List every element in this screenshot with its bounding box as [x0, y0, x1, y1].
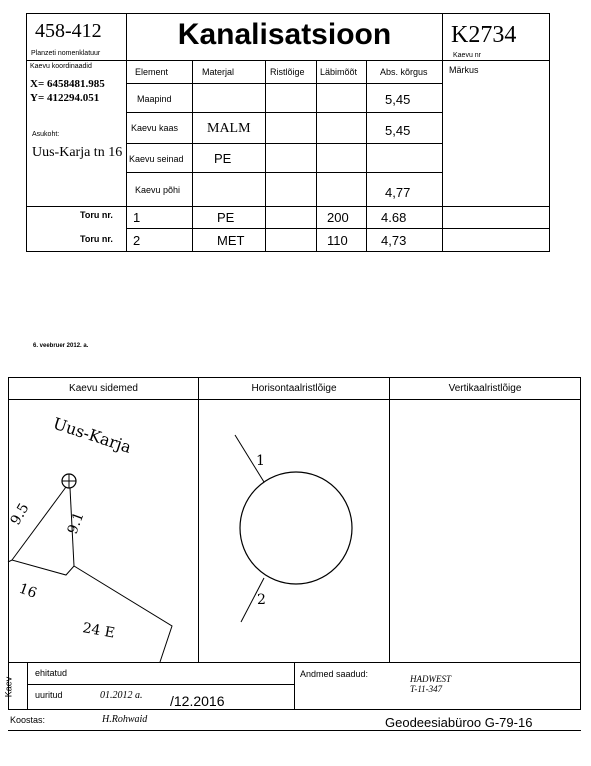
pipe-height: 4,73: [381, 233, 407, 248]
pipe-diameter: 200: [327, 210, 349, 225]
pipe-no: 2: [133, 233, 141, 248]
koostas-value: H.Rohwaid: [102, 714, 148, 725]
coord-y: Y= 412294.051: [30, 92, 100, 104]
col-header-material: Materjal: [202, 67, 235, 77]
page-title: Kanalisatsioon: [177, 18, 392, 51]
pipe-1-marker: 1: [256, 453, 265, 469]
sketch-col2-title: Horisontaalristlõige: [251, 383, 337, 394]
andmed-value-2: T-11-347: [410, 684, 443, 694]
dim-91: 9.1: [64, 509, 88, 537]
sketch-col1-title: Kaevu sidemed: [69, 383, 138, 394]
nomenclature-value: 458-412: [35, 20, 102, 42]
row-element: Kaevu seinad: [129, 154, 184, 164]
uuritud-value-2: /12.2016: [170, 693, 225, 709]
pipe-label: Toru nr.: [80, 210, 113, 220]
uuritud-label: uuritud: [35, 690, 63, 700]
row-material: PE: [214, 151, 232, 166]
kaev-label: Kaev: [3, 676, 14, 698]
well-number-value: K2734: [451, 22, 517, 48]
dim-95: 9.5: [7, 500, 33, 528]
footer-col-divider: [294, 662, 295, 710]
pipe-material: PE: [217, 210, 235, 225]
row-height: 5,45: [385, 92, 411, 107]
pipe-diameter: 110: [327, 233, 348, 248]
row-height: 5,45: [385, 123, 411, 138]
uuritud-value: 01.2012 a.: [100, 690, 143, 701]
row-height: 4,77: [385, 185, 411, 200]
pipe-height: 4.68: [381, 210, 407, 225]
col-header-section: Ristlõige: [270, 67, 305, 77]
col-header-remarks: Märkus: [449, 65, 479, 75]
pipe-2-marker: 2: [257, 592, 266, 608]
ehitatud-label: ehitatud: [35, 668, 68, 678]
col-header-height: Abs. kõrgus: [380, 67, 428, 77]
col-header-diameter: Läbimõõt: [320, 67, 358, 77]
coords-label: Kaevu koordinaadid: [30, 63, 92, 70]
location-value: Uus-Karja tn 16: [32, 145, 123, 160]
koostas-underline: [8, 730, 581, 731]
row-material: MALM: [207, 121, 251, 136]
nomenclature-label: Planzeti nomenklatuur: [31, 50, 101, 57]
kaev-divider: [27, 662, 28, 710]
footer-row-divider: [27, 684, 295, 685]
well-cross-section: [240, 472, 352, 584]
dim-16: 16: [16, 580, 39, 602]
coord-x: X= 6458481.985: [30, 78, 105, 90]
dim-24e: 24 E: [81, 620, 117, 642]
street-handwriting: Uus-Karja: [50, 413, 134, 457]
andmed-value-1: HADWEST: [410, 674, 451, 684]
sketch-col3-title: Vertikaalristlõige: [448, 383, 522, 394]
building-outline: [8, 560, 172, 662]
date-note: 6. veebruer 2012. a.: [33, 343, 89, 349]
pipe-label: Toru nr.: [80, 234, 113, 244]
koostas-label: Koostas:: [10, 715, 46, 725]
andmed-label: Andmed saadud:: [300, 669, 369, 679]
pipe-material: MET: [217, 233, 245, 248]
row-element: Kaevu kaas: [131, 123, 179, 133]
row-element: Maapind: [137, 94, 172, 104]
well-number-label: Kaevu nr: [453, 52, 482, 59]
location-label: Asukoht:: [32, 131, 60, 138]
col-header-element: Element: [135, 67, 169, 77]
pipe-no: 1: [133, 210, 141, 225]
row-element: Kaevu põhi: [135, 185, 181, 195]
bureau-label: Geodeesiabüroo G-79-16: [385, 715, 533, 730]
